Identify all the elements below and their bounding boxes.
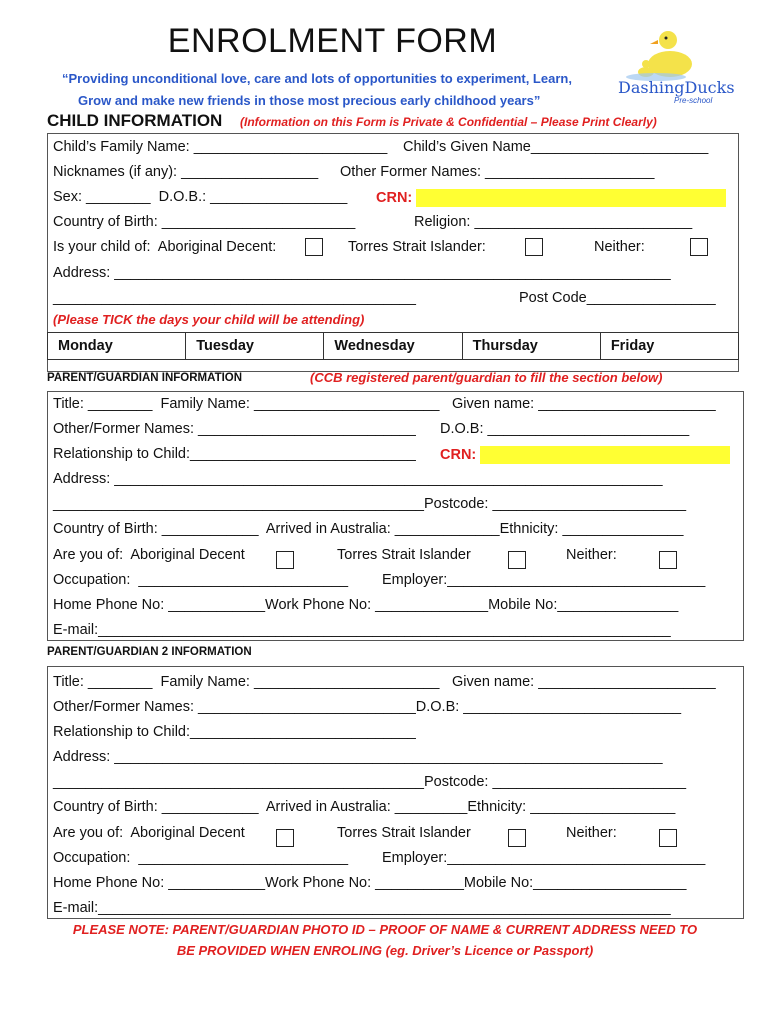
child-former-names-field[interactable]: Other Former Names: _____________________ — [340, 164, 655, 180]
p1-address-postcode-field[interactable]: ______________________________________________Postcode: ________________________ — [53, 496, 687, 512]
p2-origin-label: Are you of: Aboriginal Decent — [53, 825, 245, 841]
p1-torres-label: Torres Strait Islander — [337, 547, 471, 563]
logo-name-2: Ducks — [684, 78, 735, 97]
p2-relationship-field[interactable]: Relationship to Child:____________________________ — [53, 724, 416, 740]
p1-dob-field[interactable]: D.O.B: _________________________ — [440, 421, 690, 437]
p2-employer-field[interactable]: Employer:________________________________ — [382, 850, 706, 866]
p2-torres-checkbox[interactable] — [508, 829, 526, 847]
p2-neither-checkbox[interactable] — [659, 829, 677, 847]
crn-highlight — [480, 446, 730, 464]
p1-crn-field[interactable] — [440, 446, 730, 464]
child-origin-label: Is your child of: Aboriginal Decent: — [53, 239, 277, 255]
p1-address-field[interactable]: Address: ____________________________________________________________________ — [53, 471, 663, 487]
child-given-name-field[interactable]: Child’s Given Name______________________ — [403, 139, 709, 155]
tick-days-instruction: (Please TICK the days your child will be attending) — [53, 312, 365, 327]
p1-aboriginal-checkbox[interactable] — [276, 551, 294, 569]
parent2-heading: PARENT/GUARDIAN 2 INFORMATION — [47, 646, 252, 658]
p2-phones-field[interactable]: Home Phone No: ____________Work Phone No: ___________Mobile No:___________________ — [53, 875, 687, 891]
logo-subtitle: Pre-school — [674, 96, 713, 105]
p1-former-names-field[interactable]: Other/Former Names: ___________________________ — [53, 421, 416, 437]
logo-name-1: Dashing — [618, 78, 685, 97]
child-sex-dob-field[interactable]: Sex: ________ D.O.B.: _________________ — [53, 189, 348, 205]
day-friday[interactable]: Friday — [600, 333, 738, 359]
p1-origin-label: Are you of: Aboriginal Decent — [53, 547, 245, 563]
child-crn-field[interactable] — [376, 189, 726, 207]
child-family-name-field[interactable]: Child’s Family Name: ________________________ — [53, 139, 388, 155]
child-address-field[interactable]: Address: _____________________________________________________________________ — [53, 265, 671, 281]
crn-label: CRN: — [440, 446, 477, 463]
crn-highlight — [416, 189, 726, 207]
p1-phones-field[interactable]: Home Phone No: ____________Work Phone No: ______________Mobile No:_______________ — [53, 597, 679, 613]
day-monday[interactable]: Monday — [58, 338, 113, 354]
slogan-line-2: Grow and make new friends in those most precious early childhood years” — [78, 93, 541, 108]
day-wednesday[interactable]: Wednesday — [323, 333, 461, 359]
p2-occupation-field[interactable]: Occupation: __________________________ — [53, 850, 349, 866]
p2-email-field[interactable]: E-mail:_______________________________________________________________________ — [53, 900, 671, 916]
p2-given-name-field[interactable]: Given name: ______________________ — [452, 674, 716, 690]
torres-checkbox[interactable] — [525, 238, 543, 256]
p1-country-arrival-ethnicity-field[interactable]: Country of Birth: ____________ Arrived in Australia: _____________Ethnicity: _______________ — [53, 521, 684, 537]
child-nicknames-field[interactable]: Nicknames (if any): _________________ — [53, 164, 319, 180]
p2-address-postcode-field[interactable]: ______________________________________________Postcode: ________________________ — [53, 774, 687, 790]
p2-torres-label: Torres Strait Islander — [337, 825, 471, 841]
p1-title-family-field[interactable]: Title: ________ Family Name: _______________________ — [53, 396, 440, 412]
p2-country-arrival-ethnicity-field[interactable]: Country of Birth: ____________ Arrived in Australia: _________Ethnicity: __________________ — [53, 799, 676, 815]
child-section-note: (Information on this Form is Private & Confidential – Please Print Clearly) — [240, 115, 657, 129]
child-religion-field[interactable]: Religion: ___________________________ — [414, 214, 693, 230]
parent1-note: (CCB registered parent/guardian to fill the section below) — [310, 370, 663, 385]
p1-employer-field[interactable]: Employer:________________________________ — [382, 572, 706, 588]
p1-given-name-field[interactable]: Given name: ______________________ — [452, 396, 716, 412]
p1-email-field[interactable]: E-mail:_______________________________________________________________________ — [53, 622, 671, 638]
photo-id-note-line-2: BE PROVIDED WHEN ENROLING (eg. Driver’s Licence or Passport) — [176, 943, 594, 958]
p1-neither-label: Neither: — [566, 547, 617, 563]
aboriginal-checkbox[interactable] — [305, 238, 323, 256]
dashing-ducks-logo — [612, 22, 735, 110]
crn-label: CRN: — [376, 189, 413, 206]
form-title: ENROLMENT FORM — [167, 22, 498, 60]
child-address-line-2[interactable]: _____________________________________________ — [53, 290, 416, 306]
neither-label: Neither: — [594, 239, 645, 255]
torres-label: Torres Strait Islander: — [348, 239, 486, 255]
parent1-heading: PARENT/GUARDIAN INFORMATION — [47, 372, 243, 384]
p2-aboriginal-checkbox[interactable] — [276, 829, 294, 847]
p2-neither-label: Neither: — [566, 825, 617, 841]
p2-title-family-field[interactable]: Title: ________ Family Name: _______________________ — [53, 674, 440, 690]
day-thursday[interactable]: Thursday — [462, 333, 600, 359]
slogan-line-1: “Providing unconditional love, care and lots of opportunities to experiment, Learn, — [62, 71, 572, 86]
p1-relationship-field[interactable]: Relationship to Child:____________________________ — [53, 446, 416, 462]
attendance-days-row — [47, 332, 739, 360]
day-tuesday[interactable]: Tuesday — [185, 333, 323, 359]
child-postcode-field[interactable]: Post Code________________ — [519, 290, 716, 306]
child-section-heading: CHILD INFORMATION — [47, 111, 223, 130]
child-country-field[interactable]: Country of Birth: ________________________ — [53, 214, 356, 230]
p2-former-dob-field[interactable]: Other/Former Names: ___________________________D.O.B: ___________________________ — [53, 699, 682, 715]
p1-torres-checkbox[interactable] — [508, 551, 526, 569]
neither-checkbox[interactable] — [690, 238, 708, 256]
p1-neither-checkbox[interactable] — [659, 551, 677, 569]
p2-address-field[interactable]: Address: ____________________________________________________________________ — [53, 749, 663, 765]
p1-occupation-field[interactable]: Occupation: __________________________ — [53, 572, 349, 588]
photo-id-note-line-1: PLEASE NOTE: PARENT/GUARDIAN PHOTO ID – PROOF OF NAME & CURRENT ADDRESS NEED TO — [72, 922, 698, 937]
